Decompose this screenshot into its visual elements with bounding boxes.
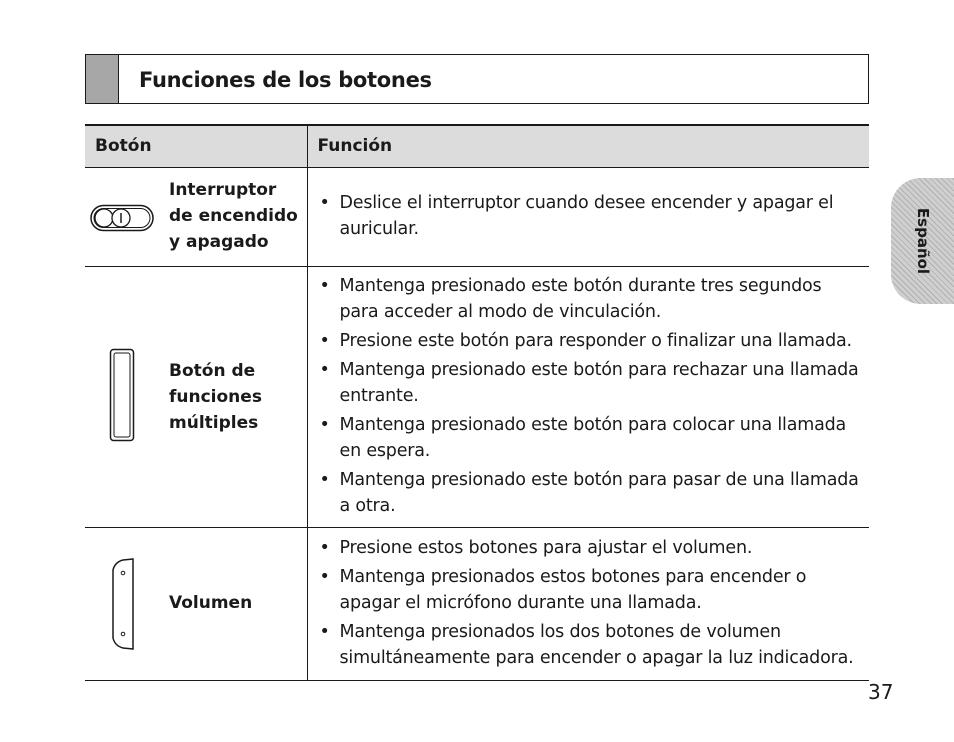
function-cell	[307, 527, 869, 680]
table-row	[85, 266, 869, 527]
button-name-line: Interruptor	[169, 179, 277, 200]
list-item: • Mantenga presionado este botón para colocar una llamada en espera.	[318, 412, 864, 464]
function-cell	[307, 167, 869, 266]
button-cell	[85, 266, 307, 527]
button-name-line: Botón de	[169, 361, 256, 381]
list-item: • Mantenga presionado este botón para rechazar una llamada entrante.	[318, 357, 864, 409]
button-cell	[85, 167, 307, 266]
function-cell	[307, 266, 869, 527]
table-row	[85, 167, 869, 266]
volume-buttons-icon	[111, 558, 135, 650]
button-name-line: múltiples	[169, 413, 259, 433]
section-marker	[86, 55, 119, 103]
table-row	[85, 527, 869, 680]
list-item: • Presione este botón para responder o finalizar una llamada.	[318, 328, 864, 354]
section-title: Funciones de los botones	[139, 68, 432, 92]
header-button: Botón	[85, 125, 307, 167]
button-name	[169, 177, 298, 255]
button-name	[169, 590, 252, 616]
list-item: • Mantenga presionado este botón para pasar de una llamada a otra.	[318, 467, 864, 519]
page-number: 37	[868, 680, 894, 704]
button-name-line: funciones	[169, 387, 262, 407]
button-cell	[85, 527, 307, 680]
button-name-line: de encendido	[169, 205, 298, 226]
button-name-line: Volumen	[169, 592, 253, 613]
button-name	[169, 358, 262, 436]
multifunction-button-icon	[109, 348, 135, 442]
language-tab-label: Español	[914, 207, 932, 275]
list-item: • Mantenga presionados estos botones para encender o apagar el micrófono durante una llamada.	[318, 564, 864, 616]
button-functions-table	[85, 124, 869, 681]
header-function: Función	[307, 125, 869, 167]
list-item: • Presione estos botones para ajustar el volumen.	[318, 535, 864, 561]
list-item: • Mantenga presionados los dos botones de volumen simultáneamente para encender o apagar la luz indicadora.	[318, 619, 864, 671]
table-header-row	[85, 125, 869, 167]
section-header	[85, 54, 869, 104]
power-switch-icon	[90, 204, 154, 232]
list-item: • Mantenga presionado este botón durante tres segundos para acceder al modo de vinculación.	[318, 273, 864, 325]
list-item: • Deslice el interruptor cuando desee encender y apagar el auricular.	[318, 190, 864, 242]
button-name-line: y apagado	[169, 231, 269, 252]
